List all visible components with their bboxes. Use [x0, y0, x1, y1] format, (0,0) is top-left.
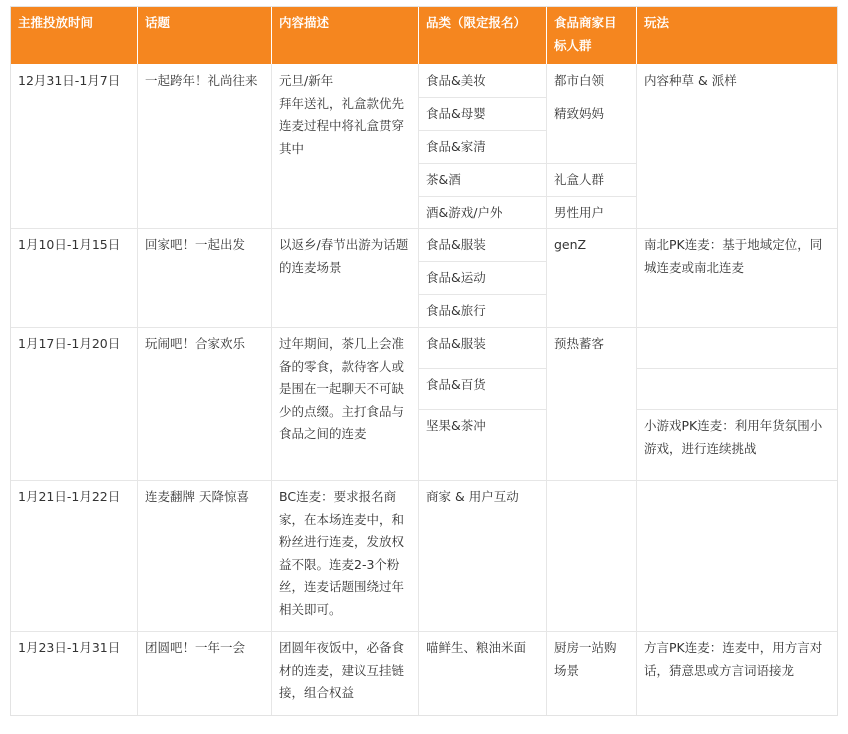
row1-category-3: 食品&家清	[426, 139, 486, 154]
row4-description: BC连麦：要求报名商家，在本场连麦中，和粉丝进行连麦，发放权益不限。连麦2-3个粉丝，连麦话题围绕过年相关即可。	[279, 489, 405, 617]
header-category: 品类（限定报名）	[418, 6, 546, 64]
row3-category-1: 食品&服装	[426, 336, 486, 351]
header-gameplay: 玩法	[636, 6, 838, 64]
row3-gameplay-3: 小游戏PK连麦：利用年货氛围小游戏，进行连续挑战	[644, 418, 823, 456]
row1-date: 12月31日-1月7日	[18, 73, 121, 88]
row-divider	[10, 228, 838, 229]
schedule-table	[10, 6, 838, 716]
row2-category-2: 食品&运动	[426, 270, 486, 285]
row2-description: 以返乡/春节出游为话题的连麦场景	[279, 237, 409, 275]
row4-gameplay	[636, 480, 838, 631]
subrow-divider	[418, 261, 546, 262]
row2-audience: genZ	[554, 237, 587, 252]
row3-description: 过年期间，茶几上会准备的零食，款待客人或是围在一起聊天不可缺少的点缀。主打食品与食品之间的连麦	[279, 336, 405, 441]
row3-category-2: 食品&百货	[426, 377, 486, 392]
column-divider	[418, 64, 419, 716]
subrow-divider	[636, 409, 838, 410]
column-divider	[271, 64, 272, 716]
subrow-divider	[418, 409, 546, 410]
row2-topic: 回家吧！一起出发	[145, 237, 246, 252]
row2-category-1: 食品&服装	[426, 237, 486, 252]
subrow-divider	[636, 368, 838, 369]
row2-gameplay: 南北PK连麦：基于地域定位，同城连麦或南北连麦	[644, 237, 823, 275]
row1-audience-3: 男性用户	[554, 205, 605, 220]
header-description: 内容描述	[271, 6, 418, 64]
row2-category-3: 食品&旅行	[426, 303, 486, 318]
row-divider	[10, 480, 838, 481]
row4-category: 商家 & 用户互动	[426, 489, 519, 504]
header-audience: 食品商家目标人群	[546, 6, 636, 64]
row1-category-1: 食品&美妆	[426, 73, 486, 88]
row1-audience-2: 礼盒人群	[554, 172, 605, 187]
row3-audience: 预热蓄客	[554, 336, 605, 351]
row5-category: 喵鲜生、粮油米面	[426, 640, 527, 655]
column-divider	[636, 64, 637, 716]
row4-date: 1月21日-1月22日	[18, 489, 121, 504]
subrow-divider	[418, 97, 546, 98]
subrow-divider	[418, 130, 546, 131]
column-divider	[546, 64, 547, 716]
row3-gameplay-1	[636, 327, 838, 368]
row3-topic: 玩闹吧！合家欢乐	[145, 336, 246, 351]
row5-date: 1月23日-1月31日	[18, 640, 121, 655]
row3-date: 1月17日-1月20日	[18, 336, 121, 351]
row5-topic: 团圆吧！一年一会	[145, 640, 246, 655]
row1-description: 元旦/新年 拜年送礼，礼盒款优先 连麦过程中将礼盒贯穿其中	[279, 73, 405, 156]
header-date: 主推投放时间	[10, 6, 137, 64]
row1-category-4: 茶&酒	[426, 172, 461, 187]
row5-audience: 厨房一站购场景	[554, 640, 617, 678]
row4-audience	[546, 480, 636, 631]
row-divider	[10, 327, 838, 328]
row1-audience-1: 都市白领 精致妈妈	[554, 73, 605, 121]
row1-topic: 一起跨年！礼尚往来	[145, 73, 258, 88]
row3-category-3: 坚果&茶冲	[426, 418, 486, 433]
row-divider	[10, 631, 838, 632]
row3-gameplay-2	[636, 368, 838, 409]
row1-gameplay: 内容种草 & 派样	[644, 73, 737, 88]
subrow-divider	[418, 196, 636, 197]
row4-topic: 连麦翻牌 天降惊喜	[145, 489, 249, 504]
row5-description: 团圆年夜饭中，必备食材的连麦，建议互挂链接，组合权益	[279, 640, 405, 700]
row1-category-5: 酒&游戏/户外	[426, 205, 503, 220]
row1-category-2: 食品&母婴	[426, 106, 486, 121]
subrow-divider	[418, 294, 546, 295]
subrow-divider	[418, 163, 636, 164]
subrow-divider	[418, 368, 546, 369]
row5-gameplay: 方言PK连麦：连麦中，用方言对话，猜意思或方言词语接龙	[644, 640, 823, 678]
header-topic: 话题	[137, 6, 271, 64]
row2-date: 1月10日-1月15日	[18, 237, 121, 252]
column-divider	[137, 64, 138, 716]
